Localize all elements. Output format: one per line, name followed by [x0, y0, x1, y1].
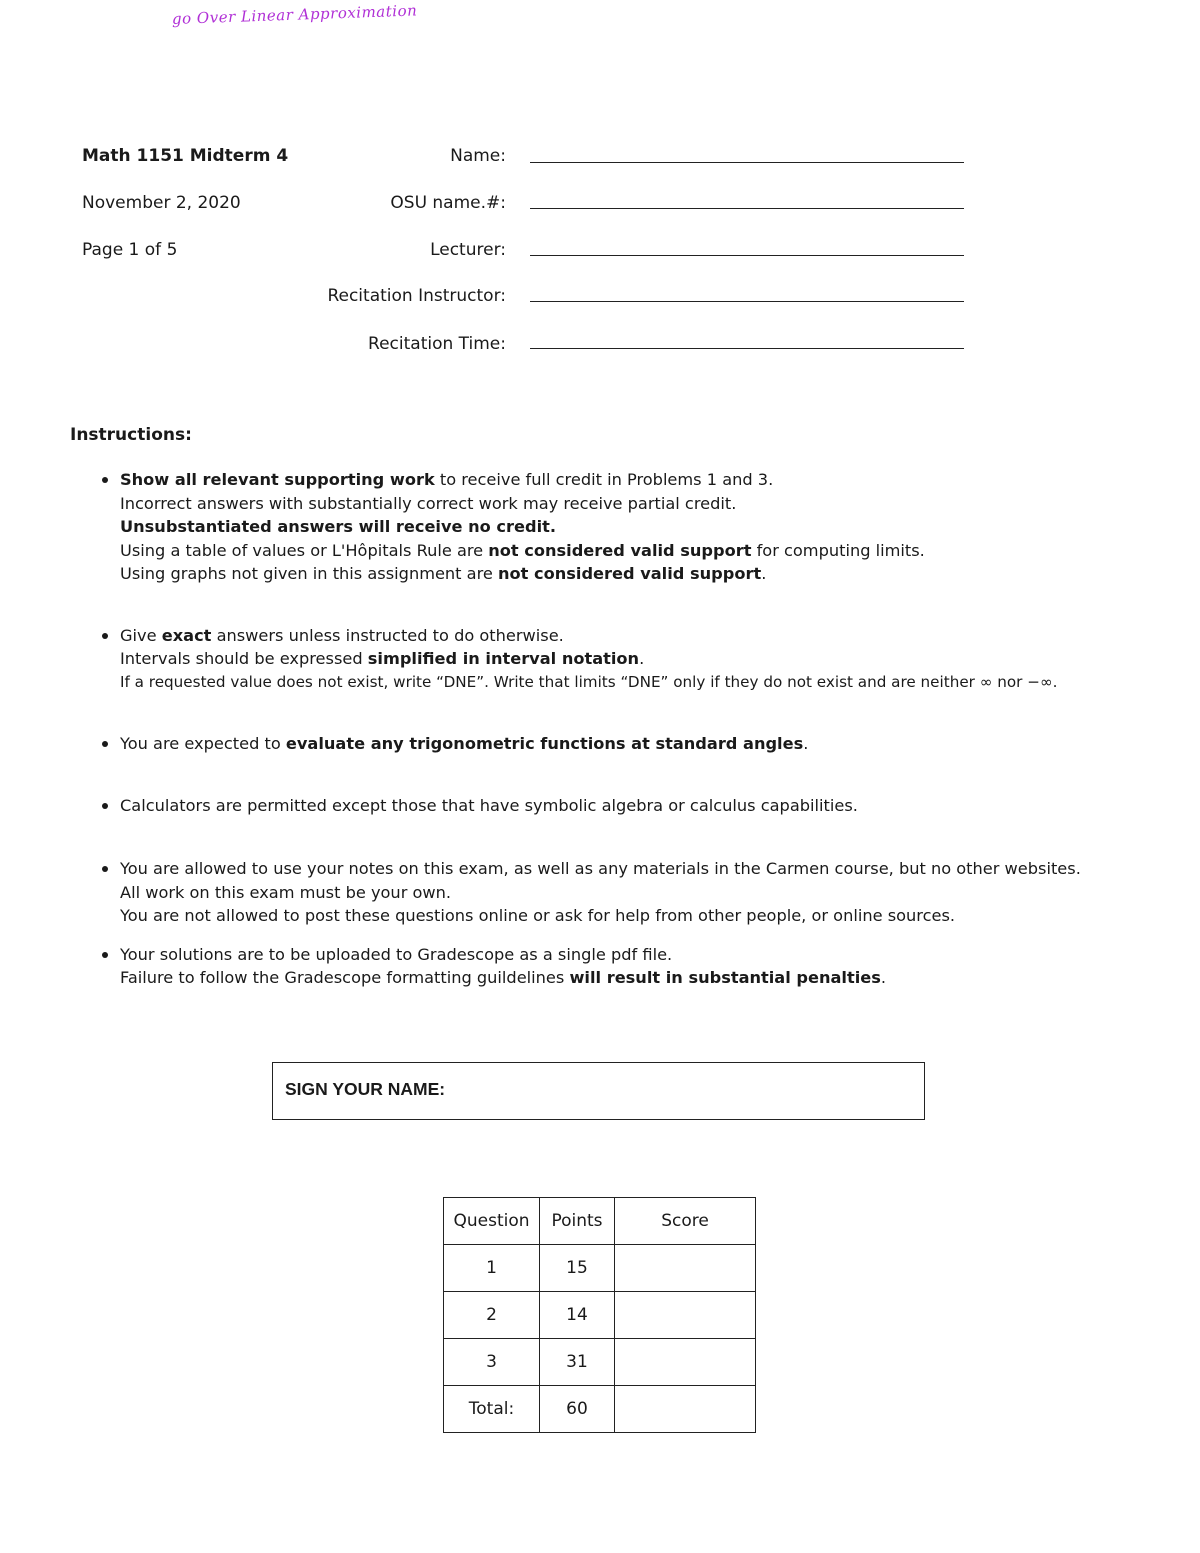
score-cell[interactable]	[615, 1245, 756, 1292]
name-line[interactable]	[530, 162, 964, 163]
table-header-row	[444, 1198, 756, 1245]
course-title: Math 1151 Midterm 4	[82, 146, 289, 166]
recitation-instructor-line[interactable]	[530, 301, 964, 302]
handwritten-note: go Over Linear Approximation	[171, 1, 418, 28]
instruction-gradescope: Your solutions are to be uploaded to Gradescope as a single pdf file. Failure to follow the Gradescope formatting guildelines will result in substantial penalties.	[100, 943, 1160, 990]
points-cell: 15	[540, 1245, 615, 1292]
total-score-cell[interactable]	[615, 1386, 756, 1433]
recitation-time-label: Recitation Time:	[368, 334, 506, 354]
exam-date: November 2, 2020	[82, 193, 241, 213]
header-question: Question	[444, 1198, 540, 1245]
signature-label: SIGN YOUR NAME:	[285, 1079, 446, 1099]
header-score: Score	[615, 1198, 756, 1245]
table-row	[444, 1292, 756, 1339]
name-label: Name:	[450, 146, 506, 166]
osu-name-line[interactable]	[530, 208, 964, 209]
instruction-work: Show all relevant supporting work to receive full credit in Problems 1 and 3. Incorrect answers with substantially correct work may receive partial credit. Unsubstantiated answers will receive no credit. Using a table of values or L'Hôpitals Rule are not considered valid support for computing limits. Using graphs not given in this assignment are not considered valid support.	[100, 468, 1160, 586]
instructions-list	[100, 468, 1160, 990]
points-cell: 31	[540, 1339, 615, 1386]
recitation-time-line[interactable]	[530, 348, 964, 349]
table-row	[444, 1245, 756, 1292]
question-cell: 2	[444, 1292, 540, 1339]
osu-name-label: OSU name.#:	[390, 193, 506, 213]
table-row	[444, 1339, 756, 1386]
instructions-title: Instructions:	[70, 425, 192, 445]
recitation-instructor-label: Recitation Instructor:	[327, 286, 506, 306]
instruction-notes: You are allowed to use your notes on this exam, as well as any materials in the Carmen course, but no other websites. All work on this exam must be your own. You are not allowed to post these questions online or ask for help from other people, or online sources.	[100, 857, 1160, 928]
points-cell: 14	[540, 1292, 615, 1339]
lecturer-label: Lecturer:	[430, 240, 506, 260]
header-points: Points	[540, 1198, 615, 1245]
signature-box[interactable]	[272, 1062, 925, 1120]
instruction-exact-answers: Give exact answers unless instructed to do otherwise. Intervals should be expressed simplified in interval notation. If a requested value does not exist, write “DNE”. Write that limits “DNE” only if they do not exist and are neither ∞ nor −∞.	[100, 624, 1160, 695]
total-points-cell: 60	[540, 1386, 615, 1433]
question-cell: 1	[444, 1245, 540, 1292]
score-table	[443, 1197, 756, 1433]
total-label-cell: Total:	[444, 1386, 540, 1433]
table-total-row	[444, 1386, 756, 1433]
lecturer-line[interactable]	[530, 255, 964, 256]
page-number: Page 1 of 5	[82, 240, 178, 260]
score-cell[interactable]	[615, 1339, 756, 1386]
instruction-calculators: Calculators are permitted except those that have symbolic algebra or calculus capabilities.	[100, 794, 1160, 818]
instruction-trig: You are expected to evaluate any trigonometric functions at standard angles.	[100, 732, 1160, 756]
score-cell[interactable]	[615, 1292, 756, 1339]
question-cell: 3	[444, 1339, 540, 1386]
